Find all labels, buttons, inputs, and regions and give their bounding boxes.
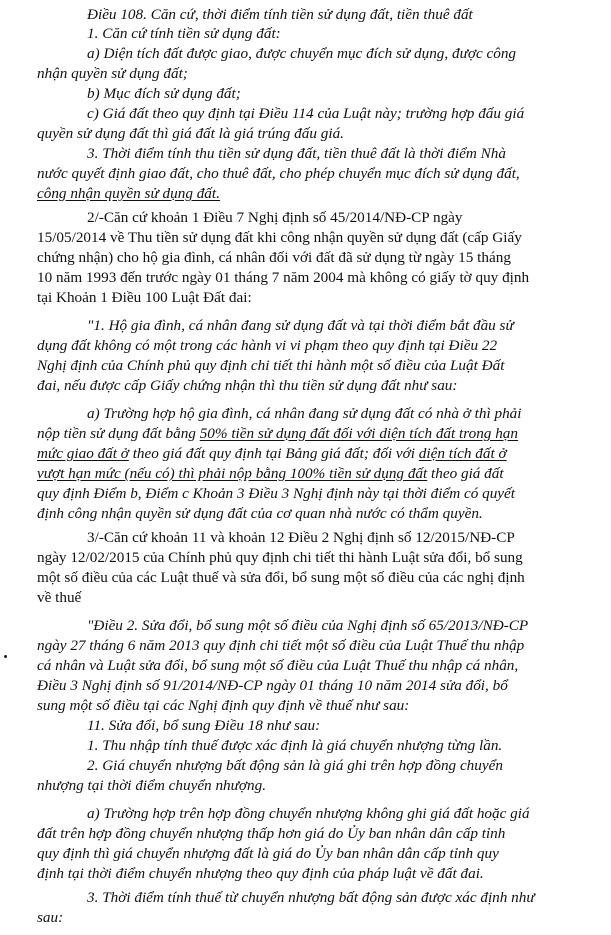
quote-a-line4-text: theo giá đất	[427, 465, 504, 482]
quote-a-line4	[37, 464, 504, 483]
section-2-line4: 10 năm 1993 đến trước ngày 01 tháng 7 năm 2004 mà không có giấy tờ quy định	[37, 269, 530, 286]
quote-2-line9: nhượng tại thời điểm chuyển nhượng.	[37, 777, 267, 794]
quote-2-line6: 11. Sửa đổi, bổ sung Điều 18 như sau:	[87, 717, 321, 734]
section-3-line1: 3/-Căn cứ khoản 11 và khoản 12 Điều 2 Nghị định số 12/2015/NĐ-CP	[87, 529, 515, 546]
quote-2-line14: 3. Thời điểm tính thuế từ chuyển nhượng bất động sản được xác định như	[87, 889, 535, 906]
quote-2-line1: "Điều 2. Sửa đổi, bổ sung một số điều của Nghị định số 65/2013/NĐ-CP	[87, 617, 529, 634]
quote-1-line1: "1. Hộ gia đình, cá nhân đang sử dụng đất và tại thời điểm bắt đầu sử	[87, 317, 514, 334]
quote-1-line2: dụng đất không có một trong các hành vi vi phạm theo quy định tại Điều 22	[37, 337, 498, 354]
item-b: b) Mục đích sử dụng đất;	[87, 85, 241, 102]
quote-2-line3: cá nhân và Luật sửa đổi, bổ sung một số điều của Luật Thuế thu nhập cá nhân,	[37, 657, 519, 674]
quote-a-line1: a) Trường hợp hộ gia đình, cá nhân đang sử dụng đất có nhà ở thì phải	[87, 405, 522, 422]
clause-3-line2: nước quyết định giao đất, cho thuê đất, cho phép chuyển mục đích sử dụng đất,	[37, 165, 520, 182]
section-2-line5: tại Khoản 1 Điều 100 Luật Đất đai:	[37, 289, 252, 306]
quote-2-line4: Điều 3 Nghị định số 91/2014/NĐ-CP ngày 01 tháng 10 năm 2014 sửa đổi, bổ	[37, 677, 508, 694]
quote-a-underlined-area: diện tích đất ở	[418, 445, 507, 462]
item-c-line2: quyền sử dụng đất thì giá đất là giá trúng đấu giá.	[37, 125, 344, 142]
quote-1-line3: Nghị định của Chính phủ quy định chi tiết thi hành một số điều của Luật Đất	[37, 357, 505, 374]
quote-2-line10: a) Trường hợp trên hợp đồng chuyển nhượng không ghi giá đất hoặc giá	[87, 805, 530, 822]
quote-2-line12: quy định thì giá chuyển nhượng đất là giá do Ủy ban nhân dân cấp tỉnh quy	[37, 845, 499, 862]
clause-3-line3: công nhận quyền sử dụng đất.	[37, 185, 220, 202]
quote-a-line2	[37, 424, 518, 443]
section-3-line3: một số điều của các Luật thuế và sửa đổi, bổ sung một số điều của các nghị định	[37, 569, 525, 586]
quote-a-line2-text: nộp tiền sử dụng đất bằng	[37, 425, 200, 442]
item-c-line1: c) Giá đất theo quy định tại Điều 114 của Luật này; trường hợp đấu giá	[87, 105, 525, 122]
section-2-line3: chứng nhận) cho hộ gia đình, cá nhân đối với đất đã sử dụng từ ngày 15 tháng	[37, 249, 511, 266]
section-3-line2: ngày 12/02/2015 của Chính phủ quy định chi tiết thi hành Luật sửa đổi, bổ sung	[37, 549, 523, 566]
quote-2-line2: ngày 27 tháng 6 năm 2013 quy định chi tiết một số điều của Luật Thuế thu nhập	[37, 637, 525, 654]
quote-1-line4: đai, nếu được cấp Giấy chứng nhận thì thu tiền sử dụng đất như sau:	[37, 377, 458, 394]
quote-2-line8: 2. Giá chuyển nhượng bất động sản là giá ghi trên hợp đồng chuyển	[87, 757, 503, 774]
quote-a-line3	[37, 444, 507, 463]
section-3-line4: về thuế	[37, 589, 82, 606]
quote-a-line3-text: theo giá đất quy định tại Bảng giá đất; đối với	[128, 445, 419, 462]
quote-2-line15: sau:	[37, 909, 64, 926]
item-a-line2: nhận quyền sử dụng đất;	[37, 65, 188, 82]
section-2-line2: 15/05/2014 về Thu tiền sử dụng đất khi công nhận quyền sử dụng đất (cấp Giấy	[37, 229, 522, 246]
quote-2-line5: sung một số điều tại các Nghị định quy định về thuế như sau:	[37, 697, 410, 714]
quote-a-underlined-50pct: 50% tiền sử dụng đất đối với diện tích đất trong hạn	[199, 425, 518, 442]
quote-a-underlined-100pct: vượt hạn mức (nếu có) thì phải nộp bằng 100% tiền sử dụng đất	[37, 465, 428, 482]
margin-dot	[4, 655, 7, 658]
quote-2-line11: đất trên hợp đồng chuyển nhượng thấp hơn giá do Ủy ban nhân dân cấp tỉnh	[37, 825, 506, 842]
quote-a-line6: định công nhận quyền sử dụng đất của cơ quan nhà nước có thẩm quyền.	[37, 505, 483, 522]
item-a-line1: a) Diện tích đất được giao, được chuyển mục đích sử dụng, được công	[87, 45, 517, 62]
clause-1-heading: 1. Căn cứ tính tiền sử dụng đất:	[87, 25, 281, 42]
quote-a-line5: quy định Điểm b, Điểm c Khoản 3 Điều 3 Nghị định này tại thời điểm có quyết	[37, 485, 515, 502]
quote-a-underlined-quota: mức giao đất ở	[37, 445, 129, 462]
clause-3-line1: 3. Thời điểm tính thu tiền sử dụng đất, tiền thuê đất là thời điểm Nhà	[87, 145, 506, 162]
section-2-line1: 2/-Căn cứ khoản 1 Điều 7 Nghị định số 45/2014/NĐ-CP ngày	[87, 209, 463, 226]
quote-2-line7: 1. Thu nhập tính thuế được xác định là giá chuyển nhượng từng lần.	[87, 737, 503, 754]
article-title: Điều 108. Căn cứ, thời điểm tính tiền sử dụng đất, tiền thuê đất	[87, 6, 473, 23]
quote-2-line13: định tại thời điểm chuyển nhượng theo quy định của pháp luật về đất đai.	[37, 865, 484, 882]
